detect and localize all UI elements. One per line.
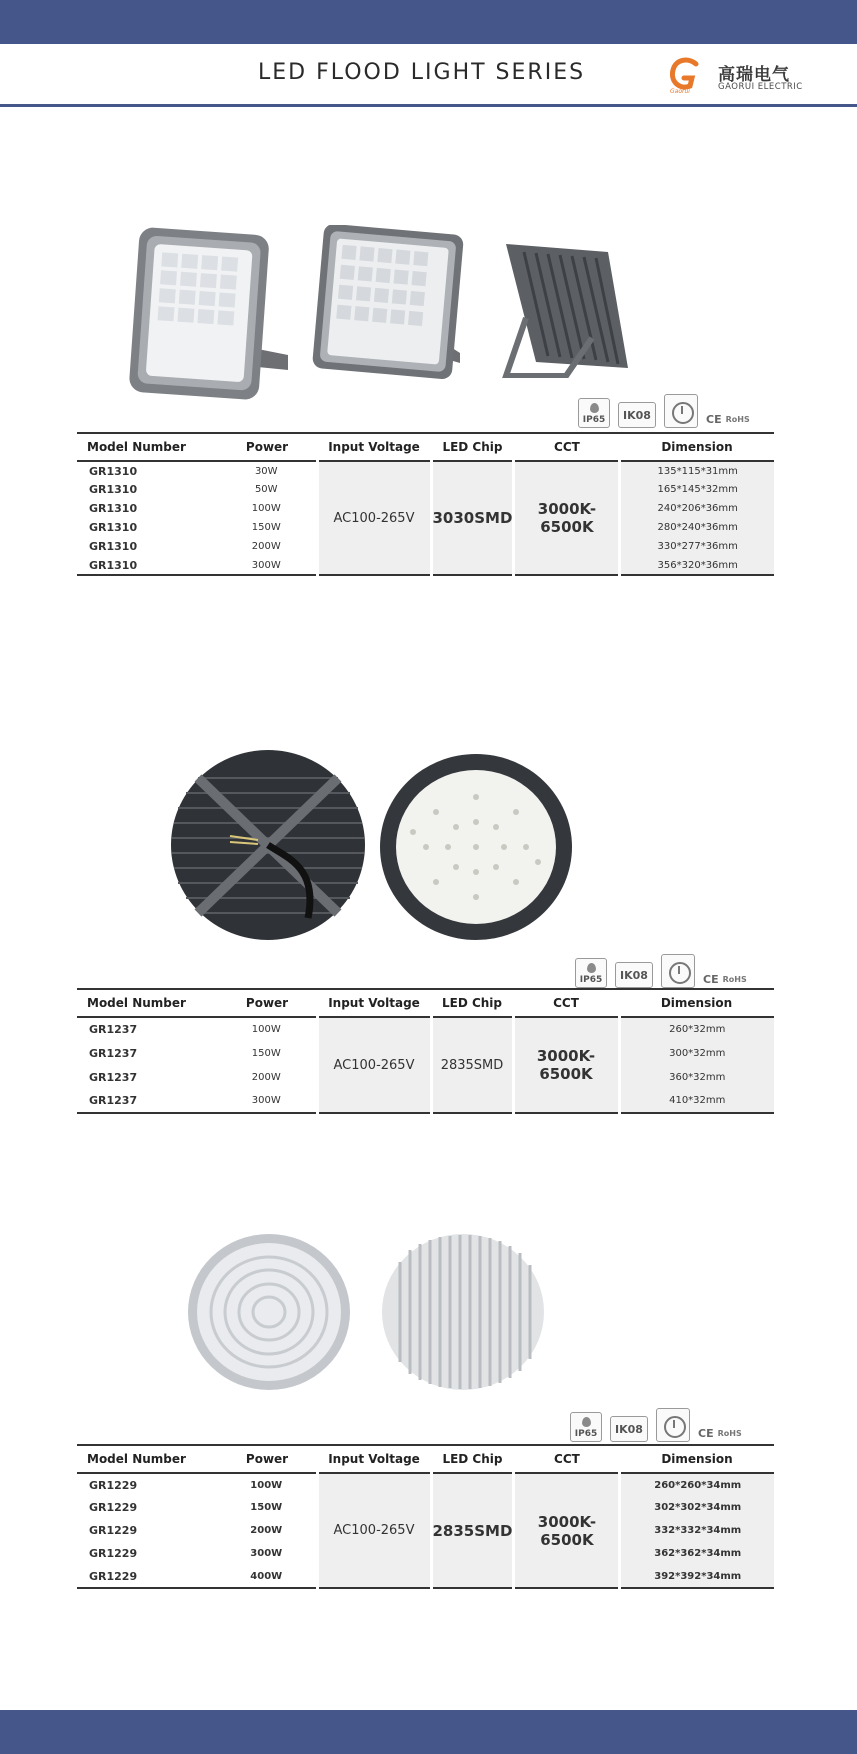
dimension-cell: 165*145*32mm (620, 480, 774, 499)
header-dimension: Dimension (620, 1445, 774, 1473)
model-cell: GR1310 (89, 558, 138, 572)
model-cell: GR1310 (89, 483, 138, 496)
table-header-row (77, 1445, 774, 1473)
cct-cell: 3000K-6500K (513, 1017, 619, 1113)
table-row (77, 461, 774, 480)
header-led-chip: LED Chip (431, 433, 514, 461)
power-cell: 200W (251, 1071, 281, 1083)
model-cell: GR1229 (89, 1547, 138, 1560)
power-cell: 100W (251, 503, 281, 514)
ik08-badge-icon: IK08 (618, 402, 656, 428)
dimension-cell: 332*332*34mm (620, 1519, 774, 1542)
power-cell: 200W (250, 1525, 283, 1536)
header-dimension: Dimension (620, 433, 774, 461)
model-cell: GR1310 (89, 464, 138, 478)
ce-rohs-marks (703, 973, 747, 988)
header-cct: CCT (514, 433, 620, 461)
ufo-highbay-front-image (378, 752, 574, 942)
ce-rohs-marks (706, 413, 750, 428)
dimension-cell: 240*206*36mm (620, 499, 774, 518)
ip65-badge-icon (578, 398, 610, 428)
power-cell: 200W (251, 541, 281, 552)
model-cell: GR1237 (89, 1023, 138, 1036)
power-cell: 300W (251, 559, 281, 571)
svg-text:Gaorui: Gaorui (670, 88, 690, 94)
header-cct: CCT (514, 1445, 620, 1473)
ik08-badge-icon: IK08 (610, 1416, 648, 1442)
highbay-back-image (380, 1232, 546, 1392)
bottom-band (0, 1710, 857, 1754)
led-chip-cell: 3030SMD (431, 461, 514, 575)
header-input-voltage: Input Voltage (317, 1445, 431, 1473)
flood-light-back-image (496, 238, 636, 378)
table-row (77, 1017, 774, 1041)
header-power: Power (217, 989, 317, 1017)
power-cell: 400W (250, 1570, 283, 1582)
header-model-number: Model Number (77, 1445, 217, 1473)
company-logo (668, 56, 818, 96)
spec-table-gr1237 (77, 988, 774, 1114)
model-cell: GR1237 (89, 1094, 138, 1107)
page-title: LED FLOOD LIGHT SERIES (258, 60, 586, 85)
ip65-badge-icon (570, 1412, 602, 1442)
model-cell: GR1229 (89, 1569, 138, 1583)
header-divider (0, 104, 857, 107)
dimension-cell: 280*240*36mm (620, 518, 774, 537)
power-cell: 100W (250, 1479, 283, 1491)
model-cell: GR1237 (89, 1046, 138, 1060)
header-dimension: Dimension (619, 989, 774, 1017)
ufo-highbay-back-image (168, 748, 368, 942)
model-cell: GR1229 (89, 1478, 138, 1492)
dimension-cell: 260*260*34mm (620, 1473, 774, 1496)
ce-rohs-marks (698, 1427, 742, 1442)
ip-rating-label: IP65 (582, 415, 606, 425)
power-cell: 150W (250, 1502, 283, 1513)
header-led-chip: LED Chip (431, 989, 513, 1017)
logo-english-name: GAORUI ELECTRIC (718, 82, 803, 92)
model-cell: GR1229 (89, 1501, 138, 1514)
header-model-number: Model Number (77, 989, 217, 1017)
input-voltage-cell: AC100-265V (317, 461, 431, 575)
table-header-row (77, 433, 774, 461)
header-led-chip: LED Chip (431, 1445, 514, 1473)
header-power: Power (217, 433, 317, 461)
header-input-voltage: Input Voltage (317, 989, 431, 1017)
logo-chinese-name: 高瑞电气 (718, 65, 790, 85)
led-chip-cell: 2835SMD (431, 1017, 513, 1113)
certification-badges-3 (570, 1408, 742, 1442)
model-cell: GR1229 (89, 1524, 138, 1537)
dimension-cell: 302*302*34mm (620, 1496, 774, 1519)
lifetime-clock-icon (661, 954, 695, 988)
spec-table-gr1310 (77, 432, 774, 576)
led-chip-cell: 2835SMD (431, 1473, 514, 1588)
cct-cell: 3000K-6500K (514, 461, 620, 575)
header-input-voltage: Input Voltage (317, 433, 431, 461)
power-cell: 150W (251, 1047, 281, 1059)
dimension-cell: 360*32mm (619, 1065, 774, 1089)
flood-light-front-large-image (312, 225, 472, 385)
rohs-mark: RoHS (717, 1429, 742, 1438)
spec-table-gr1229 (77, 1444, 774, 1589)
power-cell: 30W (254, 465, 278, 477)
cct-cell: 3000K-6500K (514, 1473, 620, 1588)
top-band (0, 0, 857, 44)
dimension-cell: 392*392*34mm (620, 1565, 774, 1588)
ce-mark: CE (706, 413, 722, 426)
input-voltage-cell: AC100-265V (317, 1473, 431, 1588)
ce-mark: CE (703, 973, 719, 986)
rohs-mark: RoHS (722, 975, 747, 984)
dimension-cell: 135*115*31mm (620, 461, 774, 480)
model-cell: GR1237 (89, 1070, 138, 1084)
power-cell: 50W (254, 484, 278, 495)
rohs-mark: RoHS (725, 415, 750, 424)
power-cell: 100W (251, 1024, 281, 1035)
ip-rating-label: IP65 (574, 1429, 598, 1439)
dimension-cell: 362*362*34mm (620, 1542, 774, 1565)
dimension-cell: 260*32mm (619, 1017, 774, 1041)
highbay-front-image (186, 1232, 352, 1392)
header-power: Power (217, 1445, 317, 1473)
certification-badges-2 (575, 954, 747, 988)
table-header-row (77, 989, 774, 1017)
logo-mark-icon (668, 56, 704, 94)
lifetime-clock-icon (664, 394, 698, 428)
dimension-cell: 356*320*36mm (620, 556, 774, 575)
model-cell: GR1310 (89, 521, 138, 534)
power-cell: 300W (250, 1548, 283, 1559)
table-row (77, 1473, 774, 1496)
model-cell: GR1310 (89, 540, 138, 553)
dimension-cell: 330*277*36mm (620, 537, 774, 556)
ce-mark: CE (698, 1427, 714, 1440)
dimension-cell: 300*32mm (619, 1041, 774, 1065)
ik08-badge-icon: IK08 (615, 962, 653, 988)
certification-badges-1 (578, 394, 750, 428)
dimension-cell: 410*32mm (619, 1089, 774, 1113)
lifetime-clock-icon (656, 1408, 690, 1442)
ip65-badge-icon (575, 958, 607, 988)
header-cct: CCT (513, 989, 619, 1017)
model-cell: GR1310 (89, 502, 138, 515)
header-model-number: Model Number (77, 433, 217, 461)
input-voltage-cell: AC100-265V (317, 1017, 431, 1113)
power-cell: 300W (251, 1095, 281, 1106)
power-cell: 150W (251, 522, 281, 533)
ip-rating-label: IP65 (579, 975, 603, 985)
flood-light-front-small-image (128, 225, 288, 400)
